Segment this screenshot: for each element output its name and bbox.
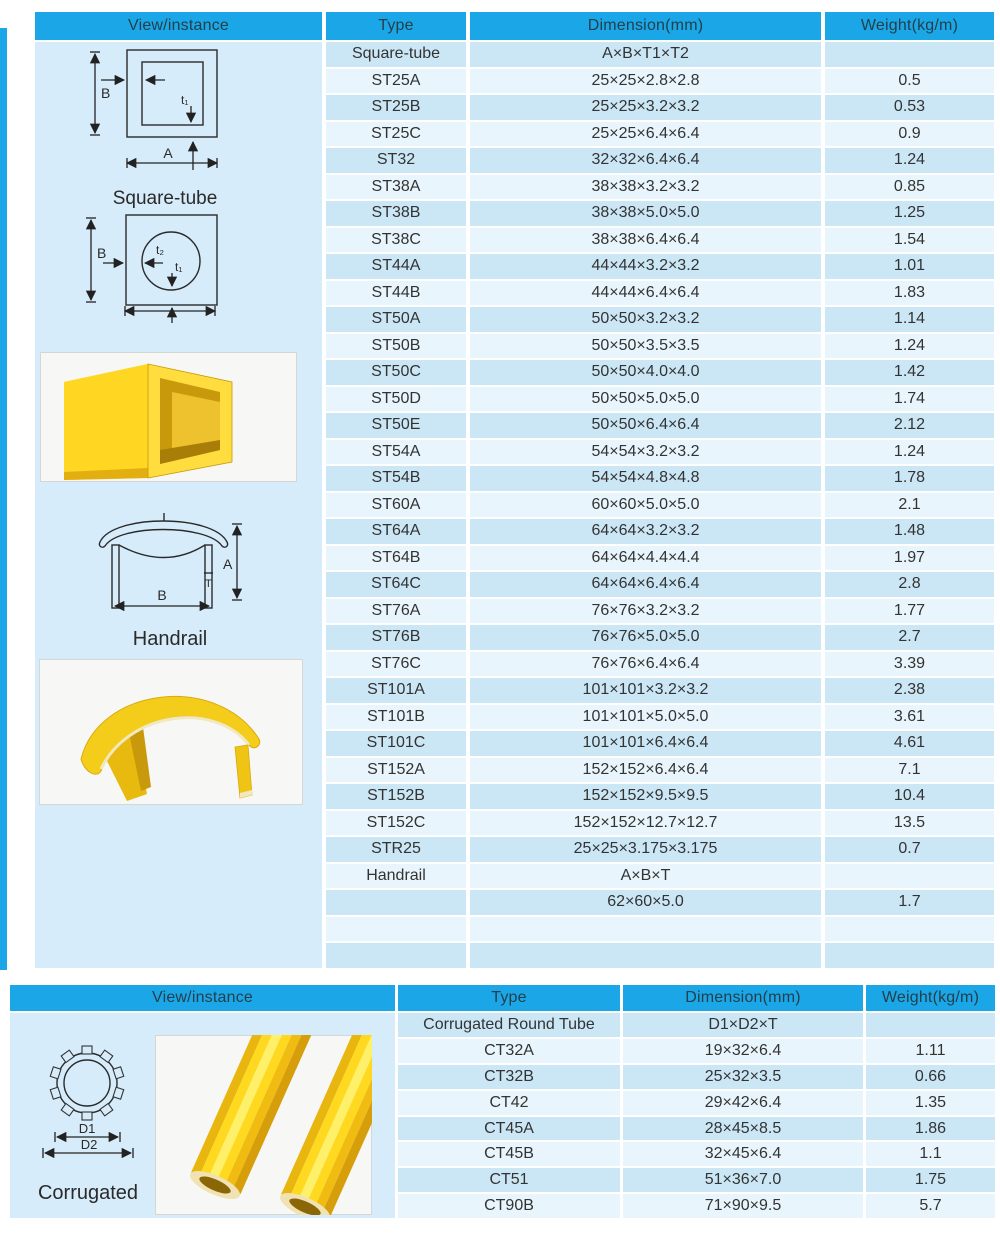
column-header-weight: Weight(kg/m)	[866, 985, 995, 1011]
handrail-caption: Handrail	[132, 628, 208, 650]
table-row	[326, 758, 994, 783]
weight-cell: 4.61	[825, 731, 994, 756]
table-row	[326, 546, 994, 571]
dimension-cell: 29×42×6.4	[623, 1091, 863, 1115]
type-cell	[326, 917, 466, 942]
table-row	[326, 652, 994, 677]
table-row	[326, 572, 994, 597]
type-cell: ST32	[326, 148, 466, 173]
dimension-cell: 64×64×4.4×4.4	[470, 546, 821, 571]
column-header-dimension: Dimension(mm)	[470, 12, 821, 40]
corrugated-table-section	[10, 985, 995, 1218]
dimension-cell: 50×50×4.0×4.0	[470, 360, 821, 385]
dimension-cell: 25×25×2.8×2.8	[470, 69, 821, 94]
weight-cell: 3.61	[825, 705, 994, 730]
type-cell: Handrail	[326, 864, 466, 889]
weight-cell: 0.85	[825, 175, 994, 200]
table-row	[326, 281, 994, 306]
dimension-cell: 76×76×3.2×3.2	[470, 599, 821, 624]
type-cell: ST152A	[326, 758, 466, 783]
type-cell: ST25C	[326, 122, 466, 147]
dimension-label-a: A	[163, 145, 173, 161]
dimension-cell	[470, 917, 821, 942]
dimension-cell: 50×50×3.2×3.2	[470, 307, 821, 332]
weight-cell: 1.54	[825, 228, 994, 253]
type-cell: ST50B	[326, 334, 466, 359]
table-row	[326, 678, 994, 703]
type-cell: ST44A	[326, 254, 466, 279]
weight-cell: 3.39	[825, 652, 994, 677]
view-instance-sidebar	[35, 42, 322, 968]
type-cell: CT32B	[398, 1065, 620, 1089]
dimension-cell: 51×36×7.0	[623, 1168, 863, 1192]
weight-cell: 0.66	[866, 1065, 995, 1089]
type-cell: CT45B	[398, 1142, 620, 1166]
table-row	[326, 228, 994, 253]
weight-cell: 2.1	[825, 493, 994, 518]
weight-cell: 13.5	[825, 811, 994, 836]
weight-cell: 1.1	[866, 1142, 995, 1166]
weight-cell: 1.97	[825, 546, 994, 571]
table-row	[326, 705, 994, 730]
type-cell: ST54A	[326, 440, 466, 465]
table-row	[326, 890, 994, 915]
type-cell: CT32A	[398, 1039, 620, 1063]
view-instance-sidebar	[10, 1013, 395, 1218]
type-cell: ST44B	[326, 281, 466, 306]
dimension-cell: 32×32×6.4×6.4	[470, 148, 821, 173]
weight-cell	[825, 864, 994, 889]
type-cell: ST101B	[326, 705, 466, 730]
type-cell: ST64C	[326, 572, 466, 597]
column-header-type: Type	[326, 12, 466, 40]
column-header-type: Type	[398, 985, 620, 1011]
type-cell: ST101C	[326, 731, 466, 756]
square-tube-rows	[326, 42, 994, 968]
table-row	[326, 69, 994, 94]
square-tube-table-section	[35, 12, 995, 968]
dimension-cell: 32×45×6.4	[623, 1142, 863, 1166]
table-header-row	[35, 12, 995, 40]
dimension-cell: 50×50×5.0×5.0	[470, 387, 821, 412]
weight-cell: 1.24	[825, 334, 994, 359]
dimension-label-b: B	[157, 587, 167, 603]
weight-cell: 1.78	[825, 466, 994, 491]
weight-cell: 1.01	[825, 254, 994, 279]
type-cell: ST25B	[326, 95, 466, 120]
table-row	[326, 917, 994, 942]
dimension-cell: 38×38×6.4×6.4	[470, 228, 821, 253]
type-cell: CT51	[398, 1168, 620, 1192]
table-row	[398, 1168, 995, 1192]
weight-cell: 5.7	[866, 1194, 995, 1218]
thickness-label-t: T	[205, 578, 212, 590]
dimension-cell	[470, 943, 821, 968]
dimension-cell: 62×60×5.0	[470, 890, 821, 915]
type-cell: ST25A	[326, 69, 466, 94]
dimension-cell: 25×32×3.5	[623, 1065, 863, 1089]
dimension-cell: 25×25×6.4×6.4	[470, 122, 821, 147]
dimension-cell: 71×90×9.5	[623, 1194, 863, 1218]
weight-cell	[866, 1013, 995, 1037]
table-row	[326, 466, 994, 491]
corrugated-caption: Corrugated	[37, 1182, 139, 1204]
type-cell: ST50E	[326, 413, 466, 438]
type-cell	[326, 943, 466, 968]
table-row	[398, 1117, 995, 1141]
weight-cell: 1.14	[825, 307, 994, 332]
type-cell: Square-tube	[326, 42, 466, 67]
square-tube-round-bore-diagram	[86, 215, 217, 323]
thickness-label-t2: t₂	[156, 243, 164, 257]
type-cell: Corrugated Round Tube	[398, 1013, 620, 1037]
dimension-cell: D1×D2×T	[623, 1013, 863, 1037]
table-row	[398, 1091, 995, 1115]
weight-cell	[825, 917, 994, 942]
weight-cell: 1.42	[825, 360, 994, 385]
type-cell: ST101A	[326, 678, 466, 703]
dimension-cell: A×B×T1×T2	[470, 42, 821, 67]
weight-cell: 1.48	[825, 519, 994, 544]
table-row	[326, 254, 994, 279]
view-instance-header: View/instance	[10, 985, 395, 1011]
square-tube-cross-section-diagram	[90, 50, 217, 170]
dimension-cell: 101×101×6.4×6.4	[470, 731, 821, 756]
dimension-cell: 25×25×3.2×3.2	[470, 95, 821, 120]
dimension-label-a: A	[223, 556, 233, 572]
weight-cell: 1.11	[866, 1039, 995, 1063]
type-cell: ST54B	[326, 466, 466, 491]
type-cell: ST60A	[326, 493, 466, 518]
dimension-cell: 152×152×6.4×6.4	[470, 758, 821, 783]
weight-cell: 1.75	[866, 1168, 995, 1192]
square-tube-caption: Square-tube	[112, 188, 218, 209]
column-header-dimension: Dimension(mm)	[623, 985, 863, 1011]
dimension-cell: 38×38×3.2×3.2	[470, 175, 821, 200]
weight-cell	[825, 42, 994, 67]
dimension-cell: 152×152×12.7×12.7	[470, 811, 821, 836]
table-row	[326, 493, 994, 518]
table-row	[326, 175, 994, 200]
dimension-cell: 64×64×3.2×3.2	[470, 519, 821, 544]
dimension-cell: 101×101×5.0×5.0	[470, 705, 821, 730]
dimension-cell: 38×38×5.0×5.0	[470, 201, 821, 226]
type-cell: ST38C	[326, 228, 466, 253]
table-row	[398, 1013, 995, 1037]
weight-cell: 0.5	[825, 69, 994, 94]
dimension-cell: 54×54×4.8×4.8	[470, 466, 821, 491]
handrail-photo	[40, 660, 303, 805]
dimension-cell: 54×54×3.2×3.2	[470, 440, 821, 465]
table-row	[326, 731, 994, 756]
table-row	[398, 1194, 995, 1218]
type-cell: ST76A	[326, 599, 466, 624]
table-row	[326, 42, 994, 67]
weight-cell: 1.83	[825, 281, 994, 306]
weight-cell: 10.4	[825, 784, 994, 809]
table-header-row	[10, 985, 995, 1011]
dimension-cell: 28×45×8.5	[623, 1117, 863, 1141]
table-row	[326, 148, 994, 173]
dimension-cell: 44×44×6.4×6.4	[470, 281, 821, 306]
corrugated-cross-section-diagram	[43, 1046, 133, 1158]
weight-cell: 1.35	[866, 1091, 995, 1115]
corrugated-rows	[398, 1013, 995, 1218]
corrugated-tubes-photo	[156, 1013, 396, 1218]
page-left-border	[0, 28, 7, 970]
column-header-weight: Weight(kg/m)	[825, 12, 994, 40]
table-row	[326, 387, 994, 412]
dimension-label-b: B	[97, 245, 107, 261]
table-row	[326, 307, 994, 332]
table-row	[326, 95, 994, 120]
dimension-cell: 152×152×9.5×9.5	[470, 784, 821, 809]
type-cell: ST38A	[326, 175, 466, 200]
weight-cell: 1.25	[825, 201, 994, 226]
dimension-cell: 50×50×3.5×3.5	[470, 334, 821, 359]
dimension-cell: 44×44×3.2×3.2	[470, 254, 821, 279]
dimension-cell: 60×60×5.0×5.0	[470, 493, 821, 518]
type-cell: ST50C	[326, 360, 466, 385]
type-cell: CT90B	[398, 1194, 620, 1218]
view-instance-header: View/instance	[35, 12, 322, 40]
dimension-cell: 101×101×3.2×3.2	[470, 678, 821, 703]
table-row	[326, 413, 994, 438]
dimension-label-d2: D2	[80, 1137, 98, 1152]
table-row	[326, 943, 994, 968]
dimension-label-d1: D1	[78, 1121, 96, 1136]
weight-cell: 2.8	[825, 572, 994, 597]
table-row	[326, 519, 994, 544]
table-row	[326, 201, 994, 226]
dimension-cell: 64×64×6.4×6.4	[470, 572, 821, 597]
table-row	[326, 784, 994, 809]
weight-cell: 7.1	[825, 758, 994, 783]
corrugated-diagrams	[10, 1013, 395, 1218]
table-row	[326, 811, 994, 836]
table-row	[326, 837, 994, 862]
type-cell: ST64B	[326, 546, 466, 571]
weight-cell: 2.7	[825, 625, 994, 650]
weight-cell: 2.38	[825, 678, 994, 703]
weight-cell: 1.24	[825, 440, 994, 465]
type-cell: ST152C	[326, 811, 466, 836]
table-row	[326, 625, 994, 650]
type-cell	[326, 890, 466, 915]
type-cell: ST50D	[326, 387, 466, 412]
table-row	[326, 440, 994, 465]
dimension-cell: 50×50×6.4×6.4	[470, 413, 821, 438]
thickness-label-t1: t₁	[181, 93, 189, 107]
table-row	[398, 1065, 995, 1089]
square-tube-photo	[41, 353, 297, 482]
type-cell: ST38B	[326, 201, 466, 226]
weight-cell: 0.9	[825, 122, 994, 147]
square-tube-diagrams	[35, 42, 322, 968]
handrail-diagram	[99, 513, 242, 608]
weight-cell: 1.74	[825, 387, 994, 412]
weight-cell: 2.12	[825, 413, 994, 438]
table-row	[326, 360, 994, 385]
type-cell: ST152B	[326, 784, 466, 809]
type-cell: CT42	[398, 1091, 620, 1115]
table-row	[326, 122, 994, 147]
weight-cell: 1.86	[866, 1117, 995, 1141]
thickness-label-t1: t₁	[175, 260, 183, 274]
dimension-cell: 76×76×6.4×6.4	[470, 652, 821, 677]
table-row	[326, 864, 994, 889]
dimension-cell: 25×25×3.175×3.175	[470, 837, 821, 862]
type-cell: ST76C	[326, 652, 466, 677]
dimension-cell: A×B×T	[470, 864, 821, 889]
dimension-label-b: B	[101, 85, 111, 101]
table-row	[326, 599, 994, 624]
dimension-cell: 76×76×5.0×5.0	[470, 625, 821, 650]
weight-cell: 1.7	[825, 890, 994, 915]
type-cell: ST50A	[326, 307, 466, 332]
table-row	[326, 334, 994, 359]
type-cell: ST76B	[326, 625, 466, 650]
table-row	[398, 1142, 995, 1166]
weight-cell	[825, 943, 994, 968]
weight-cell: 1.77	[825, 599, 994, 624]
table-row	[398, 1039, 995, 1063]
weight-cell: 0.53	[825, 95, 994, 120]
weight-cell: 0.7	[825, 837, 994, 862]
type-cell: ST64A	[326, 519, 466, 544]
dimension-cell: 19×32×6.4	[623, 1039, 863, 1063]
type-cell: STR25	[326, 837, 466, 862]
type-cell: CT45A	[398, 1117, 620, 1141]
weight-cell: 1.24	[825, 148, 994, 173]
